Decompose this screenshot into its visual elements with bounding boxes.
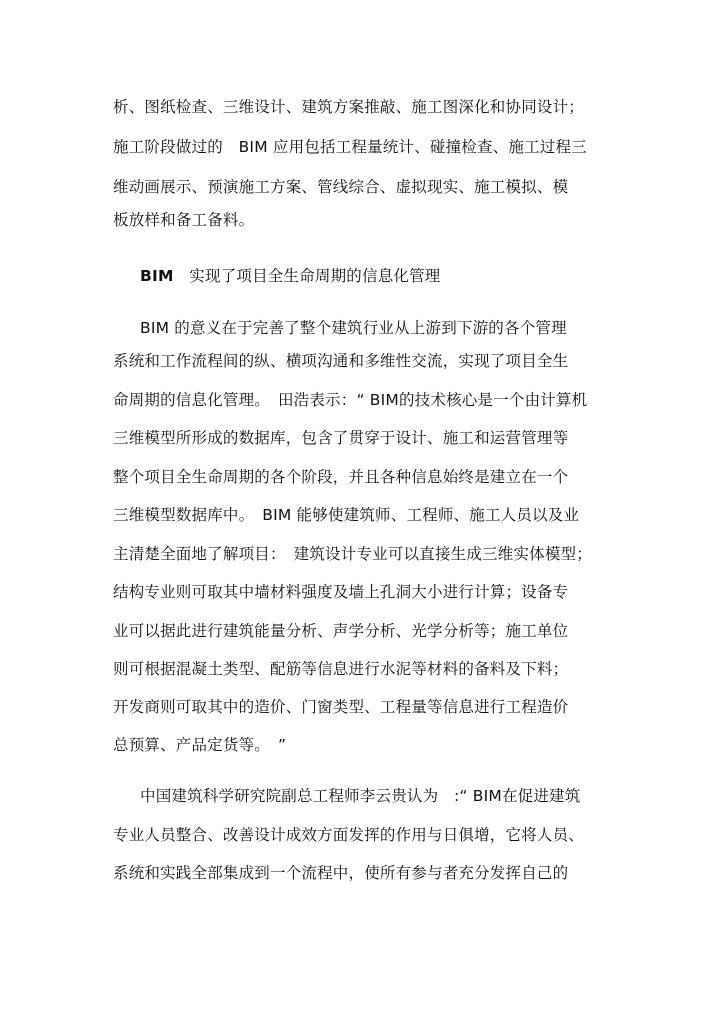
paragraph1-line-4: 板放样和备工备料。: [113, 211, 255, 229]
paragraph3-line-2: 专业人员整合、改善设计成效方面发挥的作用与日俱增，它将人员、: [113, 826, 585, 844]
paragraph1-line-3: 维动画展示、预演施工方案、管线综合、虚拟现实、施工模拟、模: [113, 178, 569, 196]
paragraph2-line-10: 则可根据混凝土类型、配筋等信息进行水泥等材料的备料及下料；: [113, 660, 569, 678]
section-heading: [140, 266, 441, 286]
paragraph2-line-1: BIM 的意义在于完善了整个建筑行业从上游到下游的各个管理: [140, 319, 567, 337]
paragraph3-line-3: 系统和实践全部集成到一个流程中，使所有参与者充分发挥自己的: [113, 864, 569, 882]
paragraph3-line-1: 中国建筑科学研究院副总工程师李云贵认为 :“ BIM在促进建筑: [140, 787, 581, 805]
paragraph2-line-2: 系统和工作流程间的纵、横项沟通和多维性交流，实现了项目全生: [113, 352, 569, 370]
paragraph2-line-6: 三维模型数据库中。 BIM 能够使建筑师、工程师、施工人员以及业: [113, 506, 580, 524]
paragraph2-line-5: 整个项目全生命周期的各个阶段，并且各种信息始终是建立在一个: [113, 468, 569, 486]
paragraph2-line-11: 开发商则可取其中的造价、门窗类型、工程量等信息进行工程造价: [113, 698, 569, 716]
heading-text: 实现了项目全生命周期的信息化管理: [173, 267, 441, 285]
paragraph2-line-7: 主清楚全面地了解项目： 建筑设计专业可以直接生成三维实体模型；: [113, 545, 592, 563]
paragraph2-line-8: 结构专业则可取其中墙材料强度及墙上孔洞大小进行计算；设备专: [113, 583, 569, 601]
paragraph2-line-12: 总预算、产品定货等。 ”: [113, 736, 287, 754]
paragraph1-line-2: 施工阶段做过的 BIM 应用包括工程量统计、碰撞检查、施工过程三: [113, 138, 587, 156]
paragraph2-line-9: 业可以据此进行建筑能量分析、声学分析、光学分析等；施工单位: [113, 622, 569, 640]
paragraph2-line-4: 三维模型所形成的数据库，包含了贯穿于设计、施工和运营管理等: [113, 429, 569, 447]
heading-bim: BIM: [140, 267, 174, 285]
paragraph1-line-1: 析、图纸检查、三维设计、建筑方案推敲、施工图深化和协同设计；: [113, 98, 585, 116]
paragraph2-line-3: 命周期的信息化管理。 田浩表示：“ BIM的技术核心是一个由计算机: [113, 391, 588, 409]
